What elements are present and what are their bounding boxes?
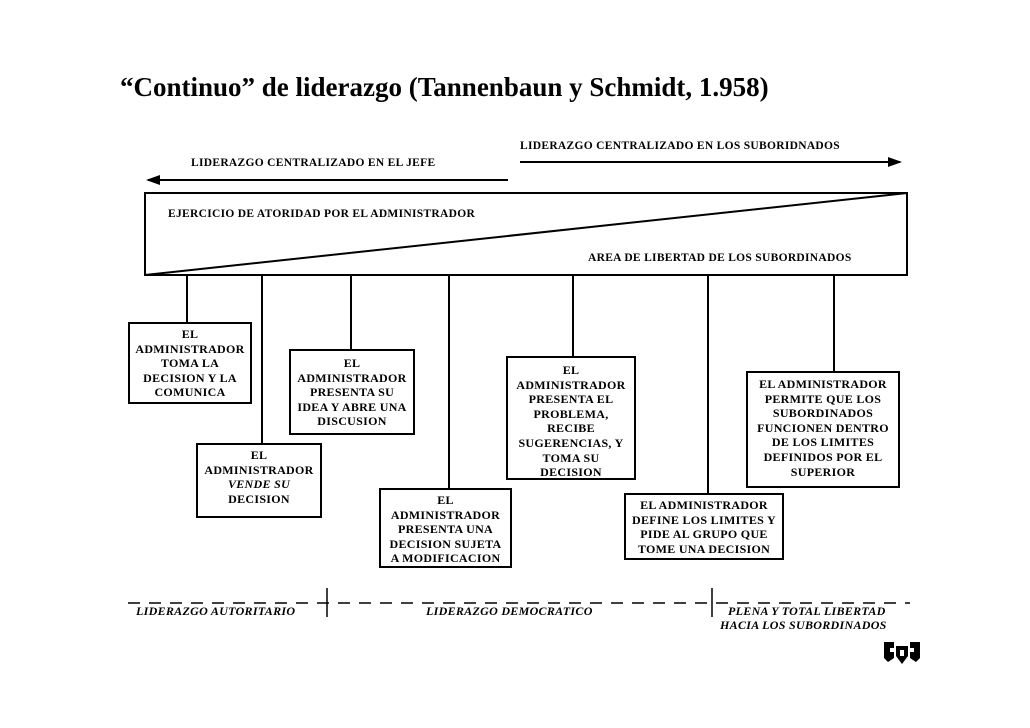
arrow-right-label: LIDERAZGO CENTRALIZADO EN LOS SUBORIDNADOS bbox=[520, 140, 840, 152]
style-box-2: EL ADMINISTRADOR VENDE SU DECISION bbox=[196, 443, 322, 518]
university-logo-icon bbox=[882, 638, 922, 670]
style-box-3: EL ADMINISTRADOR PRESENTA SU IDEA Y ABRE UNA DISCUSION bbox=[289, 349, 415, 435]
footer-freedom-line2: HACIA LOS SUBORDINADOS bbox=[720, 618, 887, 632]
arrow-left-label: LIDERAZGO CENTRALIZADO EN EL JEFE bbox=[191, 157, 436, 169]
footer-authoritarian: LIDERAZGO AUTORITARIO bbox=[136, 604, 296, 618]
page-title: “Continuo” de liderazgo (Tannenbaun y Schmidt, 1.958) bbox=[120, 72, 769, 102]
freedom-area-label: AREA DE LIBERTAD DE LOS SUBORDINADOS bbox=[588, 252, 852, 264]
style-box-6: EL ADMINISTRADOR DEFINE LOS LIMITES Y PIDE AL GRUPO QUE TOME UNA DECISION bbox=[624, 493, 784, 560]
footer-freedom-line1: PLENA Y TOTAL LIBERTAD bbox=[728, 604, 886, 618]
authority-label: EJERCICIO DE ATORIDAD POR EL ADMINISTRADOR bbox=[168, 208, 476, 220]
style-box-1: EL ADMINISTRADOR TOMA LA DECISION Y LA COMUNICA bbox=[128, 322, 252, 404]
style-box-5: EL ADMINISTRADOR PRESENTA EL PROBLEMA, RECIBE SUGERENCIAS, Y TOMA SU DECISION bbox=[506, 356, 636, 480]
footer-democratic: LIDERAZGO DEMOCRATICO bbox=[426, 604, 593, 618]
style-box-4: EL ADMINISTRADOR PRESENTA UNA DECISION SUJETA A MODIFICACION bbox=[379, 488, 512, 568]
style-box-7: EL ADMINISTRADOR PERMITE QUE LOS SUBORDINADOS FUNCIONEN DENTRO DE LOS LIMITES DEFINIDOS POR EL SUPERIOR bbox=[746, 371, 900, 488]
